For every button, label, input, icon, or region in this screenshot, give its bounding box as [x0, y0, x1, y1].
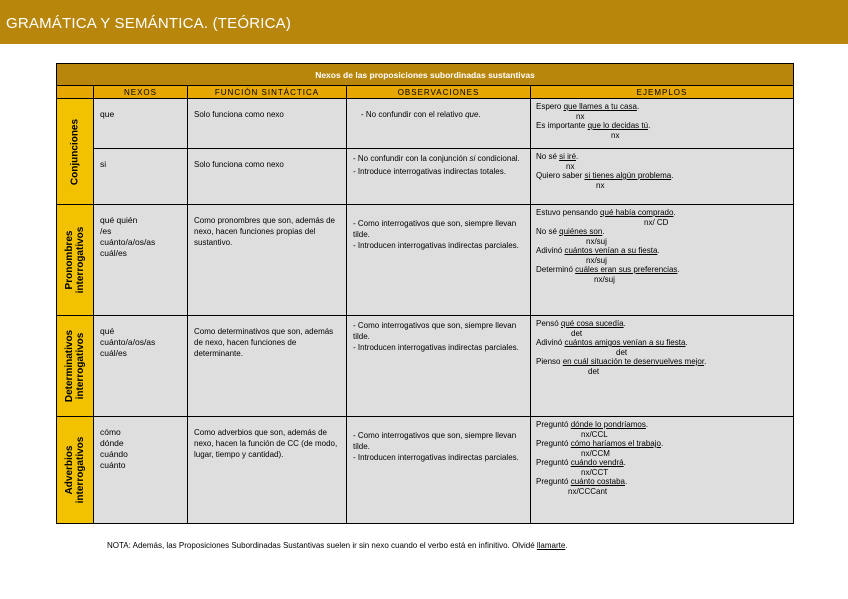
example-tag: det — [571, 329, 583, 338]
nexo-cell: qué quién /es cuánto/a/os/as cuál/es — [94, 205, 188, 316]
ejemplos-cell — [531, 99, 794, 149]
observaciones-text: - No confundir con el relativo que. — [361, 110, 481, 119]
page-header — [0, 0, 848, 44]
nexos-table — [56, 63, 794, 524]
nexo-cell: cómo dónde cuándo cuánto — [94, 417, 188, 524]
column-header-nexos: NEXOS — [94, 86, 188, 99]
example-tag: nx/suj — [586, 237, 607, 246]
ejemplos-cell — [531, 316, 794, 417]
nexo-text: si — [100, 159, 107, 169]
example-sentence: Pienso en cuál situación te desenvuelves mejor. — [536, 357, 707, 366]
funcion-cell — [188, 205, 347, 316]
column-header-ejemplos: EJEMPLOS — [531, 86, 794, 99]
nexo-cell — [94, 149, 188, 205]
example-sentence: No sé si iré. — [536, 152, 579, 161]
example-sentence: Estuvo pensando qué había comprado. — [536, 208, 676, 217]
observacion-line: - Como interrogativos que son, siempre llevan tilde. — [353, 431, 517, 451]
example-sentence: No sé quiénes son. — [536, 227, 605, 236]
table-row — [57, 417, 794, 524]
example-tag: nx/suj — [594, 275, 615, 284]
example-tag: nx — [576, 112, 585, 121]
example-sentence: Quiero saber si tienes algún problema. — [536, 171, 674, 180]
ejemplos-cell — [531, 205, 794, 316]
group-label-determinativos: Determinativos interrogativos — [57, 316, 94, 417]
example-sentence: Preguntó dónde lo pondríamos. — [536, 420, 649, 429]
observaciones-cell — [347, 316, 531, 417]
corner-cell — [57, 86, 94, 99]
example-sentence: Determinó cuáles eran sus preferencias. — [536, 265, 680, 274]
observacion-line: - No confundir con la conjunción si condicional. — [353, 154, 520, 163]
group-label-text: Conjunciones — [69, 118, 81, 185]
table-row — [57, 205, 794, 316]
example-sentence: Pensó qué cosa sucedía. — [536, 319, 626, 328]
example-tag: nx/CCCant — [568, 487, 608, 496]
observaciones-cell — [347, 205, 531, 316]
observacion-line: - Introducen interrogativas indirectas parciales. — [353, 343, 519, 352]
observacion-line: - Como interrogativos que son, siempre llevan tilde. — [353, 219, 517, 239]
group-label-adverbios: Adverbios interrogativos — [57, 417, 94, 524]
observacion-line: - Introducen interrogativas indirectas parciales. — [353, 453, 519, 462]
example-tag: det — [588, 367, 600, 376]
column-header-funcion: FUNCIÓN SINTÁCTICA — [188, 86, 347, 99]
example-sentence: Es importante que lo decidas tú. — [536, 121, 651, 130]
observaciones-cell — [347, 417, 531, 524]
example-tag: det — [616, 348, 628, 357]
example-tag: nx/CCT — [581, 468, 609, 477]
observaciones-cell — [347, 149, 531, 205]
example-sentence: Preguntó cuánto costaba. — [536, 477, 628, 486]
example-sentence: Preguntó cómo haríamos el trabajo. — [536, 439, 664, 448]
ejemplos-cell — [531, 149, 794, 205]
group-label-pronombres: Pronombres interrogativos — [57, 205, 94, 316]
funcion-cell — [188, 316, 347, 417]
example-tag: nx/CCM — [581, 449, 610, 458]
table-caption: Nexos de las proposiciones subordinadas sustantivas — [57, 64, 794, 86]
observacion-line: - Introducen interrogativas indirectas parciales. — [353, 241, 519, 250]
funcion-text: Como determinativos que son, además de nexo, hacen funciones de determinante. — [194, 327, 334, 358]
nexo-text: que — [100, 109, 115, 119]
funcion-text: Como pronombres que son, además de nexo, hacen funciones propias del sustantivo. — [194, 216, 335, 247]
table-row — [57, 99, 794, 149]
page-title: GRAMÁTICA Y SEMÁNTICA. (TEÓRICA) — [6, 15, 292, 32]
example-tag: nx — [611, 131, 620, 140]
example-tag: nx/CCL — [581, 430, 608, 439]
example-sentence: Adivinó cuántos venían a su fiesta. — [536, 246, 660, 255]
example-sentence: Preguntó cuándo vendrá. — [536, 458, 626, 467]
example-sentence: Adivinó cuántos amigos venían a su fiesta. — [536, 338, 688, 347]
example-tag: nx/ CD — [644, 218, 669, 227]
funcion-cell — [188, 417, 347, 524]
funcion-text: Como adverbios que son, además de nexo, hacen la función de CC (de modo, lugar, tiempo y cantidad). — [194, 428, 338, 459]
group-label-conjunciones — [57, 99, 94, 205]
ejemplos-cell — [531, 417, 794, 524]
funcion-text: Solo funciona como nexo — [194, 160, 284, 169]
funcion-text: Solo funciona como nexo — [194, 110, 284, 119]
example-sentence: Espero que llames a tu casa. — [536, 102, 640, 111]
table-row — [57, 149, 794, 205]
funcion-cell — [188, 149, 347, 205]
example-tag: nx — [566, 162, 575, 171]
nexo-cell — [94, 99, 188, 149]
observaciones-cell — [347, 99, 531, 149]
column-header-observaciones: OBSERVACIONES — [347, 86, 531, 99]
funcion-cell — [188, 99, 347, 149]
example-tag: nx — [596, 181, 605, 190]
observacion-line: - Como interrogativos que son, siempre llevan tilde. — [353, 321, 517, 341]
example-tag: nx/suj — [586, 256, 607, 265]
footnote: NOTA: Además, las Proposiciones Subordinadas Sustantivas suelen ir sin nexo cuando el verbo está en infinitivo. Olvidé llamarte. — [107, 541, 568, 550]
table-row — [57, 316, 794, 417]
observacion-line: - Introduce interrogativas indirectas totales. — [353, 167, 506, 176]
nexo-cell: qué cuánto/a/os/as cuál/es — [94, 316, 188, 417]
